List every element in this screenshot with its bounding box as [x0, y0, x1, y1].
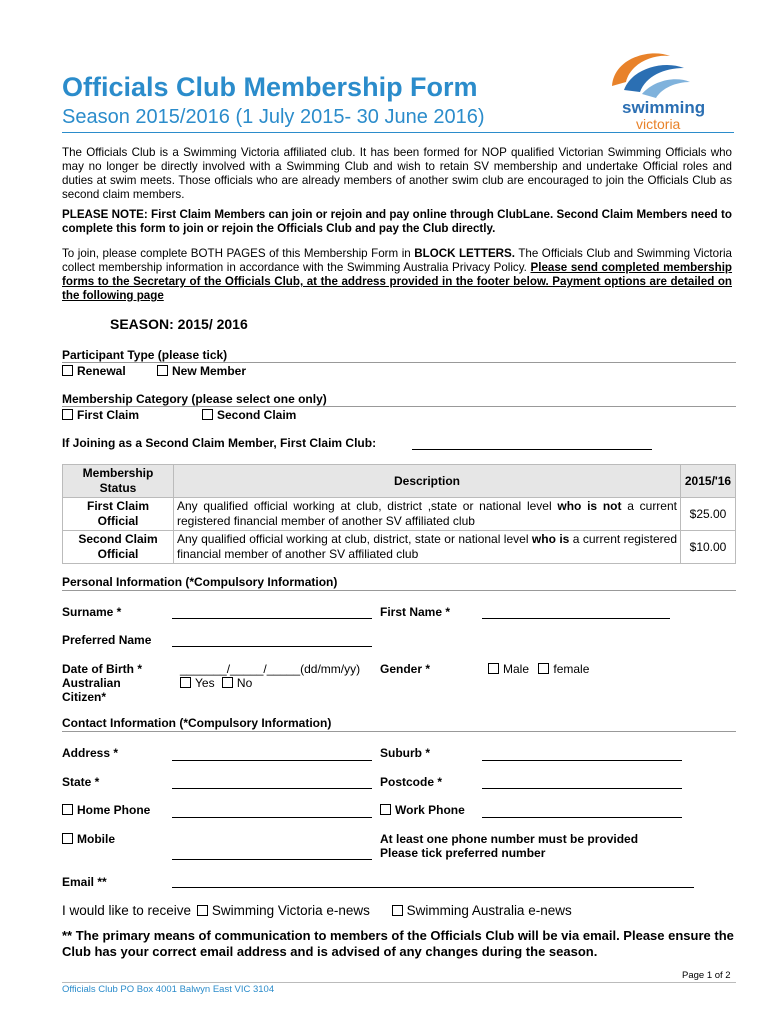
surname-input[interactable] [172, 618, 372, 619]
work-phone-checkbox[interactable] [380, 804, 391, 815]
page-number: Page 1 of 2 [682, 970, 731, 981]
male-label: Male [503, 662, 530, 676]
footer-address: Officials Club PO Box 4001 Balwyn East VIC 3104 [62, 984, 275, 995]
participant-type-heading: Participant Type (please tick) [62, 348, 228, 362]
male-checkbox[interactable] [488, 663, 499, 674]
preferred-name-input[interactable] [172, 646, 372, 647]
col-header-description: Description [174, 465, 681, 498]
intro-p3-text-a: To join, please complete BOTH PAGES of this Membership Form in [62, 247, 415, 260]
receive-lead: I would like to receive [62, 903, 192, 918]
female-checkbox[interactable] [538, 663, 549, 674]
price-cell: $25.00 [681, 498, 736, 531]
home-phone-input[interactable] [172, 817, 372, 818]
state-input[interactable] [172, 788, 372, 789]
status-cell: First Claim Official [63, 498, 174, 531]
second-claim-option[interactable] [202, 408, 296, 422]
intro-send-instructions: Please send completed membership forms to the Secretary of the Officials Club, at the address provided in the footer below. Payment options are detailed on the following page [62, 261, 733, 302]
new-member-checkbox[interactable] [157, 365, 168, 376]
new-member-option[interactable] [157, 364, 246, 378]
mobile-input[interactable] [172, 859, 372, 860]
desc-text: a current registered financial member of another SV affiliated club [177, 499, 677, 528]
col-header-status: Membership Status [63, 465, 174, 498]
mobile-label: Mobile [77, 832, 115, 846]
contact-rule [62, 731, 736, 732]
sa-enews-checkbox[interactable] [392, 905, 403, 916]
home-phone-checkbox[interactable] [62, 804, 73, 815]
logo-text-victoria: victoria [636, 116, 681, 132]
first-claim-label: First Claim [77, 408, 140, 422]
mobile-option[interactable] [62, 832, 115, 846]
mobile-checkbox[interactable] [62, 833, 73, 844]
table-row [63, 531, 736, 564]
category-rule [62, 406, 736, 407]
second-claim-label: Second Claim [217, 408, 297, 422]
desc-bold: who is [531, 532, 570, 546]
email-label: Email ** [62, 875, 107, 889]
yes-checkbox[interactable] [180, 677, 191, 688]
logo-text-swimming: swimming [622, 98, 706, 117]
intro-p3-text-c: The Officials Club and Swimming Victoria collect membership information in accordance with the Swimming Australia Privacy Policy. [62, 247, 732, 274]
desc-bold: who is not [557, 499, 622, 513]
dob-label: Date of Birth * [62, 662, 143, 676]
sa-enews-label: Swimming Australia e-news [406, 903, 572, 918]
logo-swirl-icon [602, 46, 722, 106]
postcode-input[interactable] [482, 788, 682, 789]
intro-please-note: PLEASE NOTE: First Claim Members can join or rejoin and pay online through ClubLane. Second Claim Members need to complete this form to join or rejoin the Officials Club and pay the Club directly. [62, 208, 732, 235]
dob-input[interactable]: _______/_____/_____(dd/mm/yy) [180, 662, 361, 676]
female-label: female [553, 662, 590, 676]
australian-label: Australian [62, 676, 121, 690]
contact-info-heading: Contact Information (*Compulsory Information) [62, 716, 332, 730]
intro-paragraph-3 [62, 247, 732, 303]
phone-note-1: At least one phone number must be provided [380, 832, 639, 846]
renewal-option[interactable] [62, 364, 126, 378]
suburb-label: Suburb * [380, 746, 430, 760]
participant-rule [62, 362, 736, 363]
status-cell: Second Claim Official [63, 531, 174, 564]
table-header-row [63, 465, 736, 498]
header-rule [62, 132, 734, 133]
citizen-label: Citizen* [62, 690, 107, 704]
price-cell: $10.00 [681, 531, 736, 564]
yes-label: Yes [195, 676, 215, 690]
work-phone-label: Work Phone [395, 803, 465, 817]
renewal-label: Renewal [77, 364, 126, 378]
second-claim-checkbox[interactable] [202, 409, 213, 420]
receive-row [62, 903, 572, 918]
postcode-label: Postcode * [380, 775, 443, 789]
desc-text: a current registered financial member of another SV affiliated club [177, 532, 678, 561]
form-subtitle: Season 2015/2016 (1 July 2015- 30 June 2016) [62, 106, 485, 128]
personal-info-heading: Personal Information (*Compulsory Information) [62, 575, 338, 589]
renewal-checkbox[interactable] [62, 365, 73, 376]
membership-table [62, 464, 736, 564]
home-phone-option[interactable] [62, 803, 150, 817]
address-label: Address * [62, 746, 119, 760]
first-name-input[interactable] [482, 618, 670, 619]
home-phone-label: Home Phone [77, 803, 151, 817]
preferred-name-label: Preferred Name [62, 633, 152, 647]
sv-enews-label: Swimming Victoria e-news [211, 903, 370, 918]
first-name-label: First Name * [380, 605, 451, 619]
gender-options [488, 662, 589, 676]
first-claim-checkbox[interactable] [62, 409, 73, 420]
first-claim-club-label: If Joining as a Second Claim Member, First Claim Club: [62, 436, 377, 450]
personal-rule [62, 590, 736, 591]
phone-note-2: Please tick preferred number [380, 846, 546, 860]
description-cell [174, 498, 681, 531]
col-header-price: 2015/'16 [681, 465, 736, 498]
no-label: No [236, 676, 253, 690]
first-claim-club-input[interactable] [412, 449, 652, 450]
footer-rule [62, 982, 736, 983]
intro-paragraph-1: The Officials Club is a Swimming Victoria affiliated club. It has been formed for NOP qualified Victorian Swimming Officials who may no longer be directly involved with a Swimming Club and wish to retain SV membership and undertake Official roles and duties at swim meets. Those officials who are already members of another swim club are encouraged to join the Officials Club as second claim members. [62, 146, 732, 201]
intro-p3-block-letters: BLOCK LETTERS. [414, 247, 516, 260]
form-title: Officials Club Membership Form [62, 72, 478, 102]
season-label: SEASON: 2015/ 2016 [110, 316, 248, 332]
work-phone-input[interactable] [482, 817, 682, 818]
first-claim-option[interactable] [62, 408, 139, 422]
work-phone-option[interactable] [380, 803, 465, 817]
sv-enews-checkbox[interactable] [197, 905, 208, 916]
address-input[interactable] [172, 760, 372, 761]
description-cell [174, 531, 681, 564]
gender-label: Gender * [380, 662, 431, 676]
email-input[interactable] [172, 887, 694, 888]
suburb-input[interactable] [482, 760, 682, 761]
citizen-options [180, 676, 252, 690]
email-communication-note: ** The primary means of communication to members of the Officials Club will be via email. Please ensure the Club has your correct email address and is advised of any changes during the season. [62, 928, 734, 959]
surname-label: Surname * [62, 605, 122, 619]
state-label: State * [62, 775, 100, 789]
new-member-label: New Member [172, 364, 247, 378]
desc-text: Any qualified official working at club, district ,state or national level [177, 499, 558, 513]
no-checkbox[interactable] [222, 677, 233, 688]
membership-category-heading: Membership Category (please select one only) [62, 392, 327, 406]
desc-text: Any qualified official working at club, district, state or national level [177, 532, 532, 546]
swimming-victoria-logo [602, 46, 722, 132]
table-row [63, 498, 736, 531]
